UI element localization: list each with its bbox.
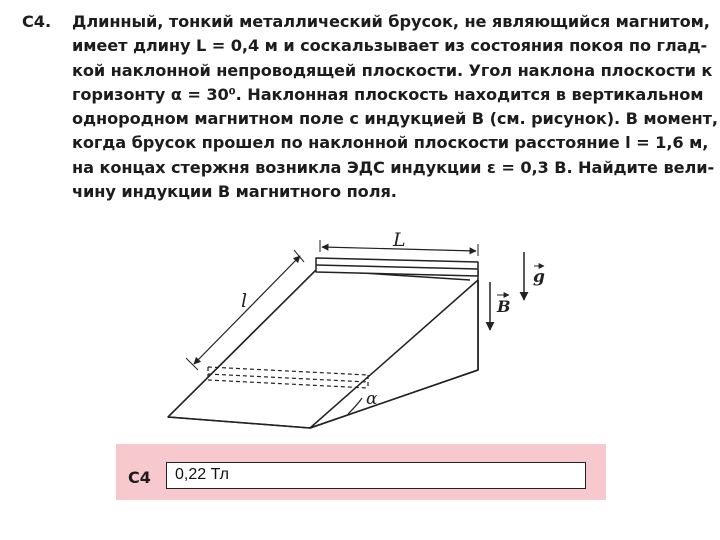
problem-line-1: Длинный, тонкий металлический брусок, не являющийся магнитом, <box>72 12 710 31</box>
vector-g <box>524 252 545 300</box>
answer-value: 0,22 Тл <box>175 466 229 483</box>
label-alpha: α <box>366 389 378 409</box>
problem-number: С4. <box>22 12 51 31</box>
answer-band <box>116 444 606 500</box>
answer-label: С4 <box>128 468 151 487</box>
answer-box <box>166 462 586 489</box>
vector-B <box>490 282 511 330</box>
problem-line-5: однородном магнитном поле с индукцией B (см. рисунок). В момент, <box>72 109 718 129</box>
label-L: L <box>393 229 406 251</box>
problem-line-3: кой наклонной непроводящей плоскости. Угол наклона плоскости к <box>72 60 713 80</box>
rod-top <box>316 258 478 276</box>
incline-plane <box>168 270 478 428</box>
problem-line-7: на концах стержня возникла ЭДС индукции ε = 0,3 В. Найдите вели- <box>72 157 715 177</box>
label-B: B <box>497 297 511 316</box>
label-g: g <box>533 267 545 287</box>
problem-line-4: горизонту α = 30⁰. Наклонная плоскость находится в вертикальном <box>72 84 704 104</box>
label-l: l <box>241 290 248 312</box>
problem-line-6: когда брусок прошел по наклонной плоскости расстояние l = 1,6 м, <box>72 133 709 153</box>
dimension-L <box>320 229 478 256</box>
problem-line-2: имеет длину L = 0,4 м и соскальзывает из состояния покоя по глад- <box>72 36 708 56</box>
problem-line-8: чину индукции B магнитного поля. <box>72 182 397 202</box>
